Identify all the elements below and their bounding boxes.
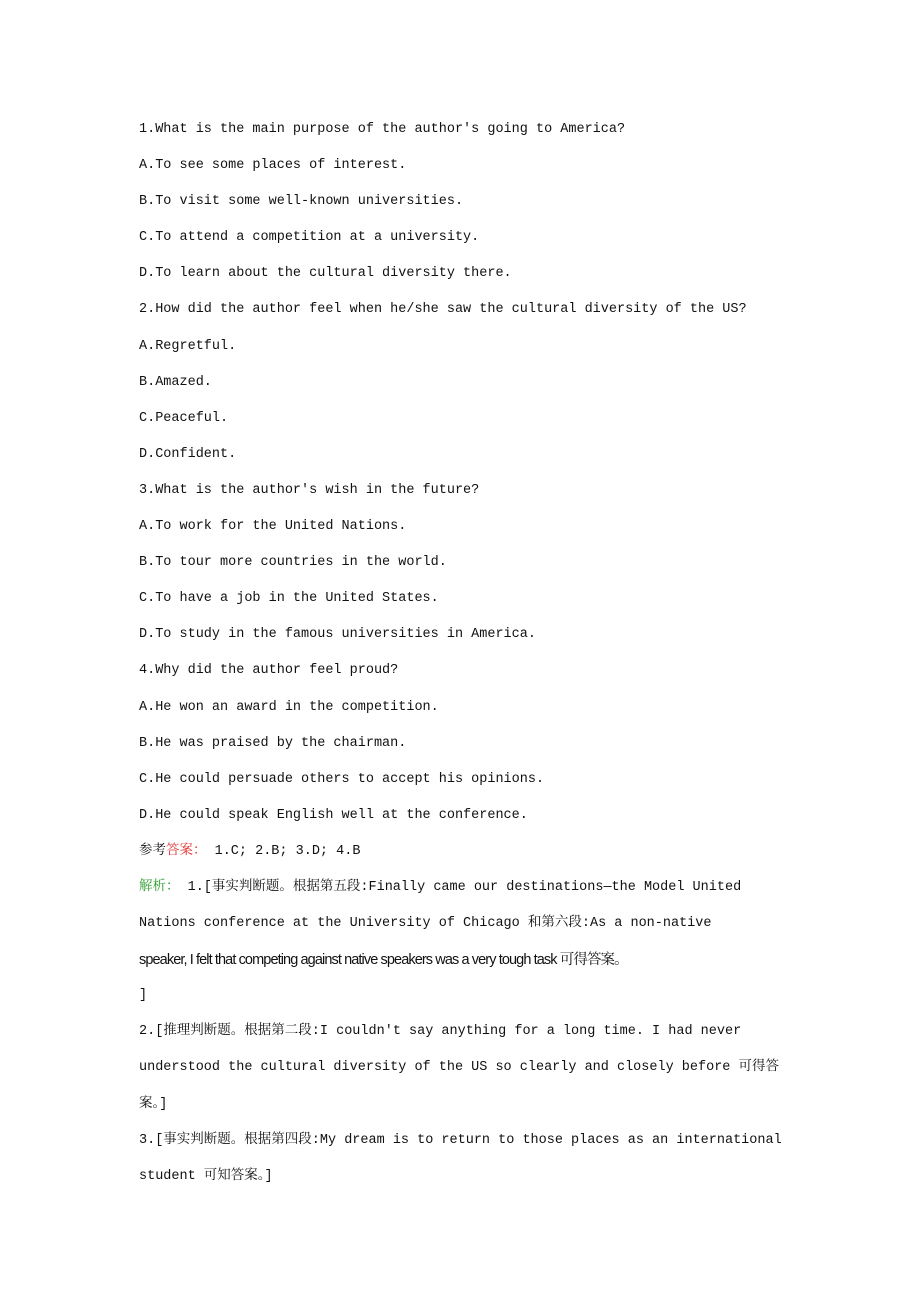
option: D.To study in the famous universities in America. <box>139 627 536 643</box>
analysis-text: ] <box>139 988 148 1004</box>
option: B.He was praised by the chairman. <box>139 735 407 751</box>
analysis-text: speaker, I felt that competing against native speakers was a very tough task 可得答案。 <box>139 952 628 969</box>
option: D.To learn about the cultural diversity there. <box>139 266 512 282</box>
analysis-text: 3.[事实判断题。根据第四段:My dream is to return to those places as an international <box>139 1132 782 1148</box>
option: A.He won an award in the competition. <box>139 699 439 715</box>
analysis-label: 解析： <box>139 879 180 895</box>
question-1: 1.What is the main purpose of the author's going to America? <box>139 122 626 137</box>
question-4: 4.Why did the author feel proud? <box>139 663 399 679</box>
question-3: 3.What is the author's wish in the future? <box>139 482 480 498</box>
option: B.To visit some well-known universities. <box>139 194 464 210</box>
option: C.Peaceful. <box>139 410 229 426</box>
document-body <box>139 112 819 1195</box>
option: C.He could persuade others to accept his opinions. <box>139 771 545 787</box>
analysis-text: 案。] <box>139 1096 168 1112</box>
answer-label-b: 答案： <box>166 843 207 859</box>
option: A.To see some places of interest. <box>139 158 407 174</box>
analysis-text: student 可知答案。] <box>139 1168 273 1184</box>
option: D.He could speak English well at the conference. <box>139 807 528 823</box>
answer-text: 1.C; 2.B; 3.D; 4.B <box>206 843 361 859</box>
question-2: 2.How did the author feel when he/she saw the cultural diversity of the US? <box>139 302 747 318</box>
option: B.To tour more countries in the world. <box>139 555 447 571</box>
analysis-line <box>139 870 819 906</box>
answer-label-a: 参考 <box>139 843 166 859</box>
answer-line <box>139 834 819 870</box>
analysis-text: 2.[推理判断题。根据第二段:I couldn't say anything for a long time. I had never <box>139 1024 742 1040</box>
analysis-text: understood the cultural diversity of the US so clearly and closely before 可得答 <box>139 1060 779 1076</box>
option: B.Amazed. <box>139 374 212 390</box>
option: C.To have a job in the United States. <box>139 591 439 607</box>
option: A.Regretful. <box>139 338 237 354</box>
option: A.To work for the United Nations. <box>139 519 407 535</box>
option: D.Confident. <box>139 446 237 462</box>
analysis-text: 1.[事实判断题。根据第五段:Finally came our destinations—the Model United <box>179 879 742 895</box>
analysis-text: Nations conference at the University of Chicago 和第六段:As a non-native <box>139 916 712 932</box>
option: C.To attend a competition at a university. <box>139 230 480 246</box>
